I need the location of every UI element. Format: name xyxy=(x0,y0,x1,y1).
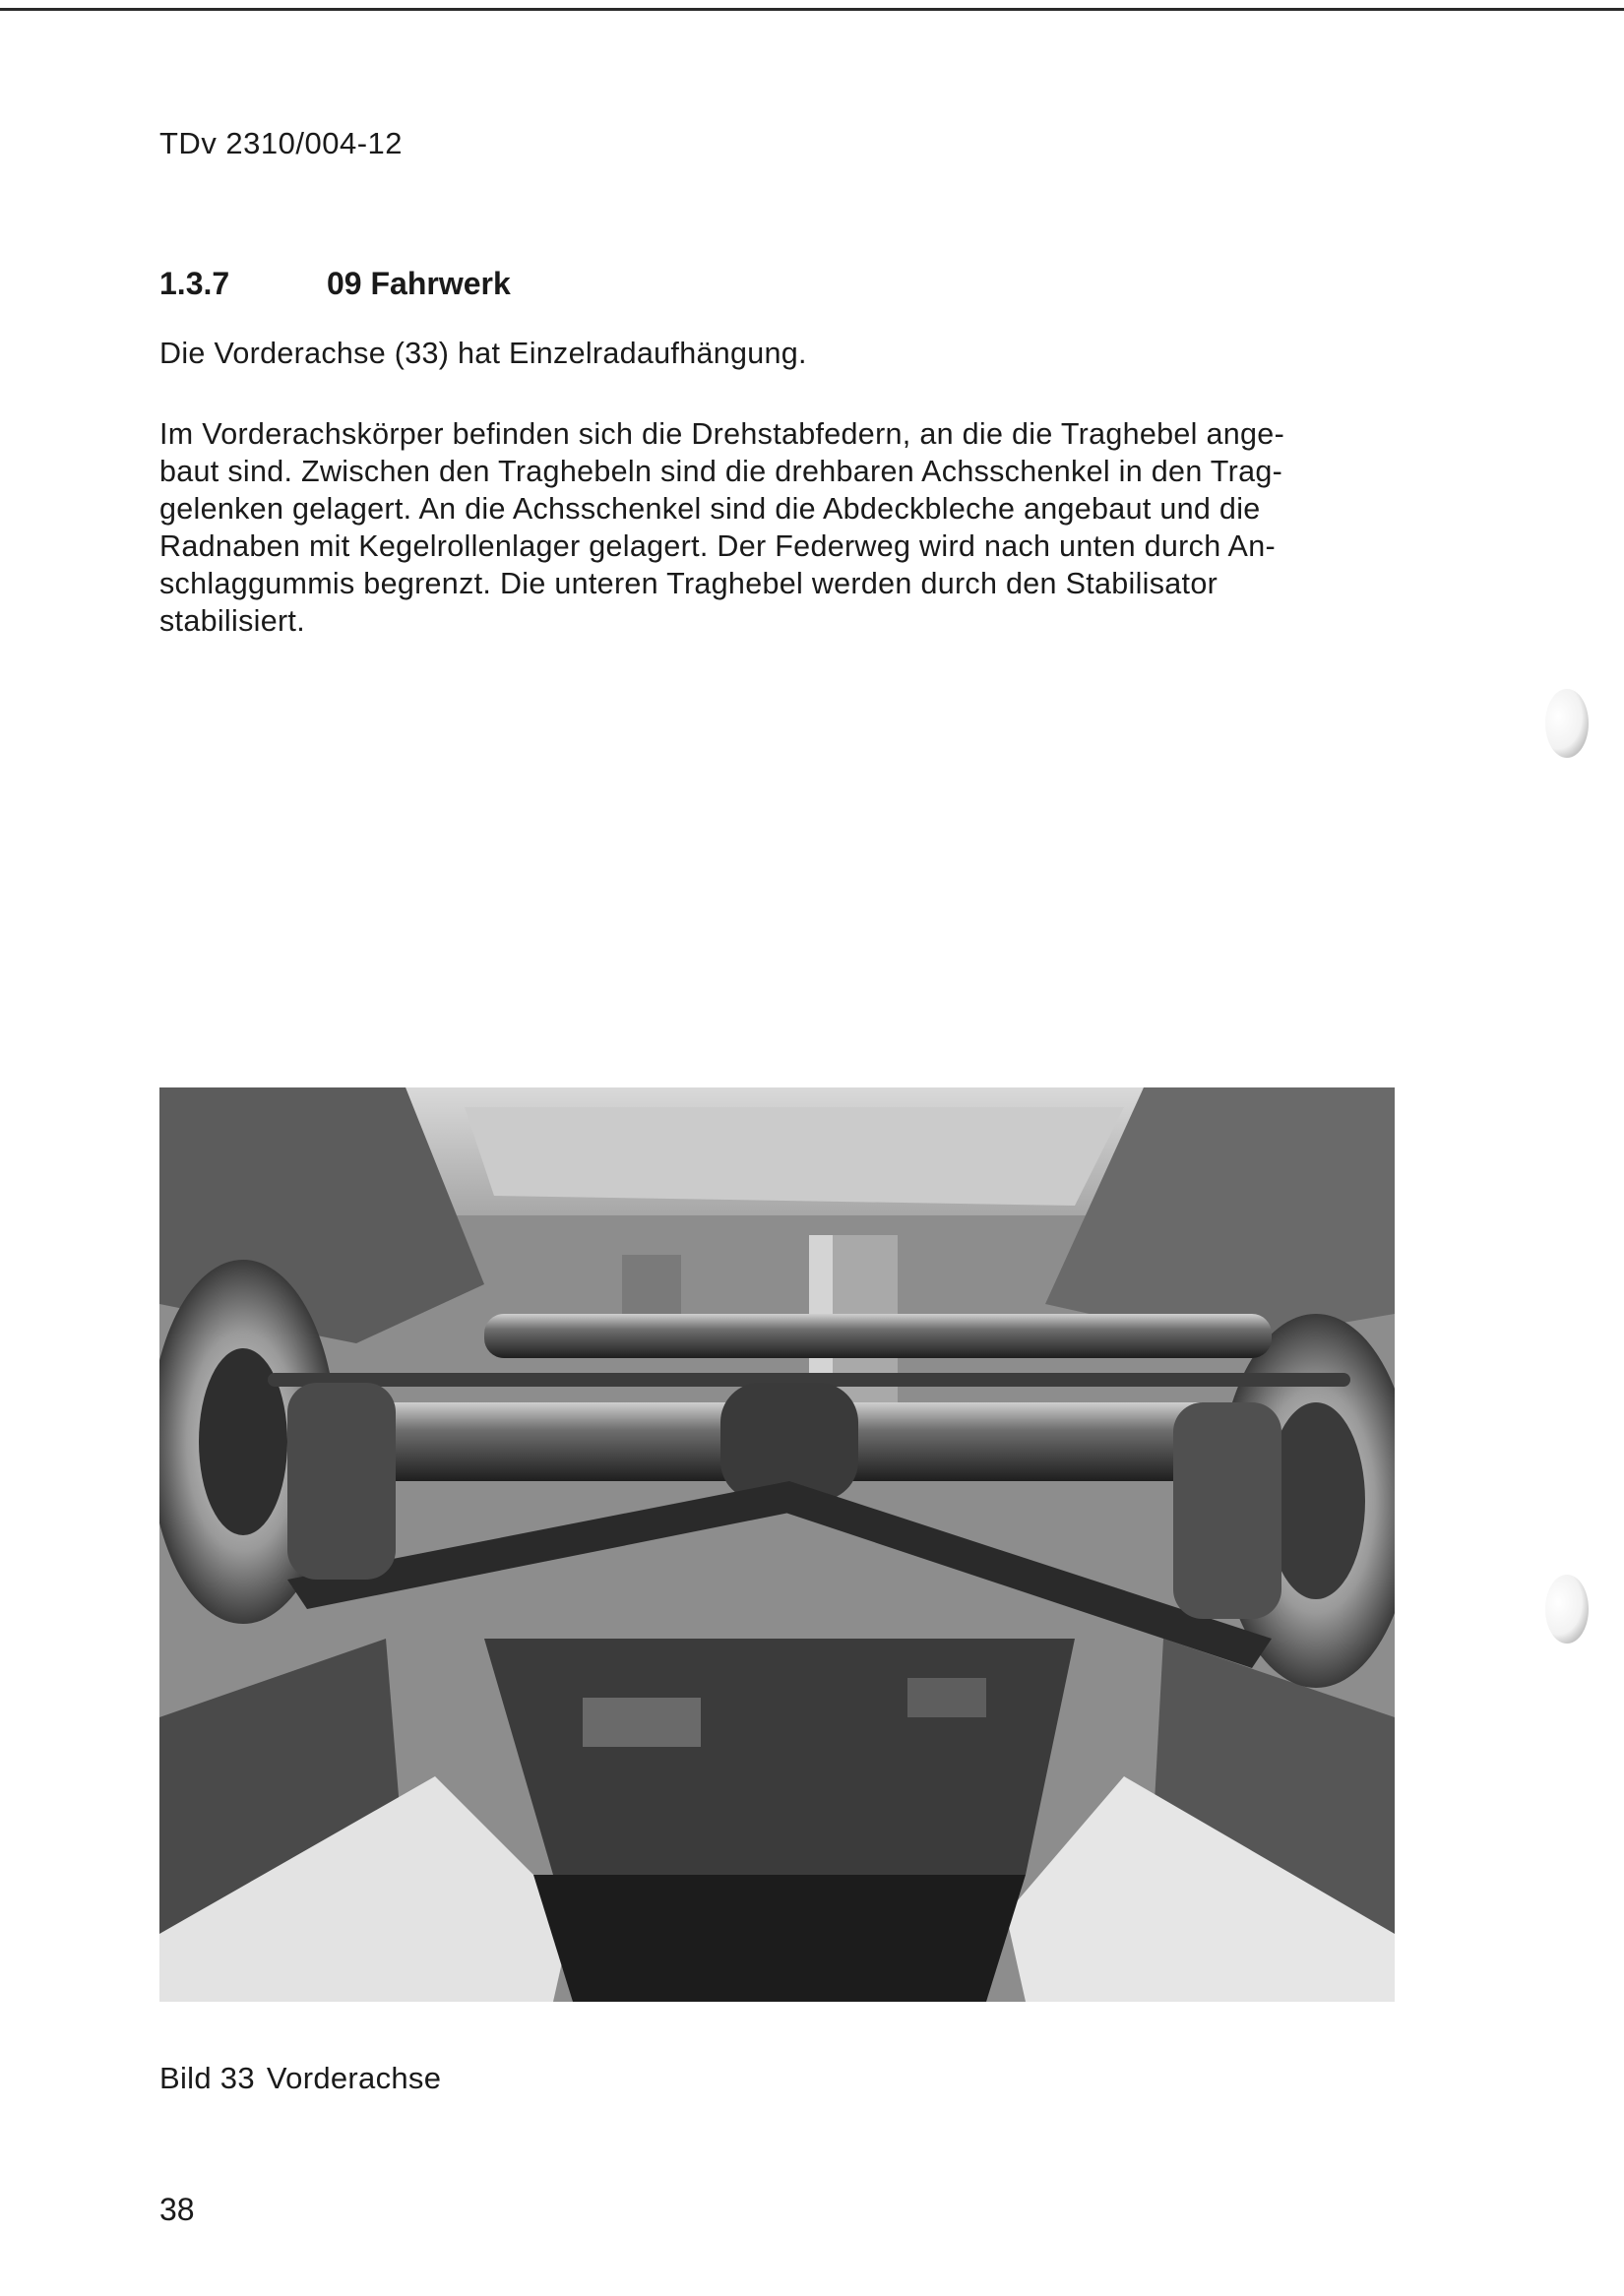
top-border-line xyxy=(0,8,1624,11)
punch-hole xyxy=(1545,689,1589,758)
punch-hole xyxy=(1545,1575,1589,1644)
document-id: TDv 2310/004-12 xyxy=(159,126,404,160)
body-line: baut sind. Zwischen den Traghebeln sind die drehbaren Achsschenkel in den Trag- xyxy=(159,455,1283,488)
section-title: 09 Fahrwerk xyxy=(327,266,511,301)
body-line: Radnaben mit Kegelrollenlager gelagert. Der Federweg wird nach unten durch An- xyxy=(159,529,1276,563)
page-number: 38 xyxy=(159,2192,195,2227)
body-line: Im Vorderachskörper befinden sich die Drehstabfedern, an die die Traghebel ange- xyxy=(159,417,1285,451)
figure-caption-text: Vorderachse xyxy=(266,2061,442,2095)
body-line: schlaggummis begrenzt. Die unteren Traghebel werden durch den Stabilisator xyxy=(159,567,1218,600)
body-line: stabilisiert. xyxy=(159,604,305,638)
section-heading xyxy=(159,266,511,302)
body-paragraph xyxy=(159,415,1360,640)
section-number: 1.3.7 xyxy=(159,266,230,301)
front-axle-photo xyxy=(159,1087,1395,2002)
body-line: gelenken gelagert. An die Achsschenkel sind die Abdeckbleche angebaut und die xyxy=(159,492,1261,526)
figure-caption xyxy=(159,2061,441,2096)
figure-label: Bild 33 xyxy=(159,2061,255,2095)
intro-paragraph: Die Vorderachse (33) hat Einzelradaufhängung. xyxy=(159,337,807,370)
